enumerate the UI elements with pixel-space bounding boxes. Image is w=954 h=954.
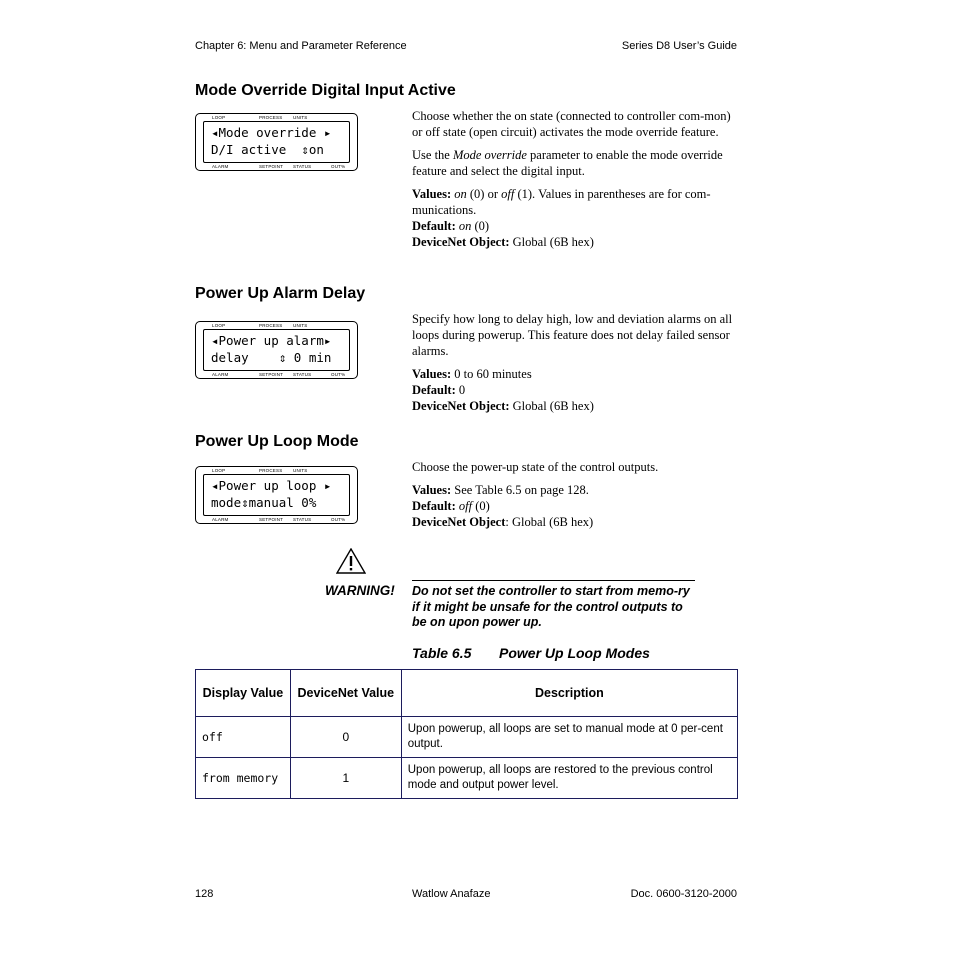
header-chapter: Chapter 6: Menu and Parameter Reference [195, 40, 407, 52]
lcd-label-process: PROCESS [259, 468, 283, 473]
values-line: Values: See Table 6.5 on page 128. [412, 483, 589, 497]
column-header-devicenet-value: DeviceNet Value [290, 670, 401, 717]
column-header-display-value: Display Value [196, 670, 291, 717]
paragraph: Specify how long to delay high, low and deviation alarms on all loops during powerup. This feature does not delay failed sensor alarms. [412, 312, 733, 358]
warning-text: Do not set the controller to start from memo-ry if it might be unsafe for the control outputs to be on upon power up. [412, 580, 695, 631]
lcd-label-out: OUT% [331, 372, 346, 377]
cell-display-value: from memory [196, 758, 291, 799]
lcd-label-status: STATUS [293, 164, 312, 169]
lcd-screen [203, 121, 350, 163]
cell-description: Upon powerup, all loops are set to manual mode at 0 per-cent output. [401, 717, 737, 758]
devicenet-line: DeviceNet Object: Global (6B hex) [412, 235, 594, 249]
default-line: Default: on (0) [412, 219, 490, 233]
lcd-label-setpoint: SETPOINT [259, 372, 284, 377]
lcd-label-status: STATUS [293, 372, 312, 377]
lcd-screen [203, 329, 350, 371]
lcd-screen [203, 474, 350, 516]
power-up-loop-modes-table [195, 669, 738, 799]
section-body-power-up-loop-mode [412, 459, 742, 530]
devicenet-line: DeviceNet Object: Global (6B hex) [412, 515, 594, 529]
lcd-label-process: PROCESS [259, 115, 283, 120]
table-row [196, 758, 738, 799]
lcd-line-1: ◂Power up alarm▸ [211, 333, 332, 348]
column-header-description: Description [401, 670, 737, 717]
lcd-label-alarm: ALARM [212, 372, 229, 377]
lcd-line-2: mode⇕manual 0% [211, 495, 317, 510]
cell-devicenet-value: 1 [290, 758, 401, 799]
values-line: Values: 0 to 60 minutes [412, 367, 532, 381]
lcd-label-process: PROCESS [259, 323, 283, 328]
table-title: Power Up Loop Modes [499, 645, 650, 661]
lcd-display-power-up-alarm-delay [195, 321, 358, 379]
cell-devicenet-value: 0 [290, 717, 401, 758]
lcd-label-units: UNITS [293, 115, 308, 120]
lcd-label-loop: LOOP [212, 323, 226, 328]
header-guide-title: Series D8 User’s Guide [621, 40, 737, 52]
footer-company: Watlow Anafaze [412, 888, 491, 900]
default-line: Default: off (0) [412, 499, 490, 513]
lcd-label-out: OUT% [331, 164, 346, 169]
section-body-power-up-alarm-delay [412, 311, 742, 414]
warning-label: WARNING! [325, 583, 395, 598]
lcd-display-power-up-loop-mode [195, 466, 358, 524]
section-body-mode-override [412, 108, 742, 250]
footer-page-number: 128 [195, 888, 214, 900]
lcd-label-units: UNITS [293, 323, 308, 328]
section-title-power-up-alarm-delay: Power Up Alarm Delay [195, 285, 366, 302]
lcd-display-mode-override [195, 113, 358, 171]
devicenet-line: DeviceNet Object: Global (6B hex) [412, 399, 594, 413]
lcd-line-1: ◂Power up loop ▸ [211, 478, 332, 493]
lcd-label-alarm: ALARM [212, 164, 229, 169]
table-number: Table 6.5 [412, 645, 472, 661]
lcd-label-units: UNITS [293, 468, 308, 473]
cell-display-value: off [196, 717, 291, 758]
lcd-label-loop: LOOP [212, 468, 226, 473]
lcd-line-2: delay ⇕ 0 min [211, 350, 332, 365]
lcd-label-alarm: ALARM [212, 517, 229, 522]
values-line: Values: on (0) or off (1). Values in parentheses are for com-munications. [412, 187, 711, 217]
section-title-mode-override: Mode Override Digital Input Active [195, 82, 456, 99]
lcd-line-1: ◂Mode override ▸ [211, 125, 332, 140]
default-line: Default: 0 [412, 383, 466, 397]
lcd-label-setpoint: SETPOINT [259, 164, 284, 169]
paragraph: Choose the power-up state of the control outputs. [412, 460, 659, 474]
table-row [196, 717, 738, 758]
paragraph: Choose whether the on state (connected to controller com-mon) or off state (open circuit) activates the mode override feature. [412, 109, 731, 139]
table-header-row [196, 670, 738, 717]
footer-doc-number: Doc. 0600-3120-2000 [630, 888, 737, 900]
lcd-label-loop: LOOP [212, 115, 226, 120]
lcd-label-status: STATUS [293, 517, 312, 522]
lcd-label-setpoint: SETPOINT [259, 517, 284, 522]
section-title-power-up-loop-mode: Power Up Loop Mode [195, 433, 359, 450]
lcd-line-2: D/I active ⇕on [211, 142, 324, 157]
lcd-label-out: OUT% [331, 517, 346, 522]
cell-description: Upon powerup, all loops are restored to the previous control mode and output power level. [401, 758, 737, 799]
warning-triangle-icon [336, 548, 366, 574]
paragraph: Use the Mode override parameter to enable the mode override feature and select the digital input. [412, 148, 723, 178]
